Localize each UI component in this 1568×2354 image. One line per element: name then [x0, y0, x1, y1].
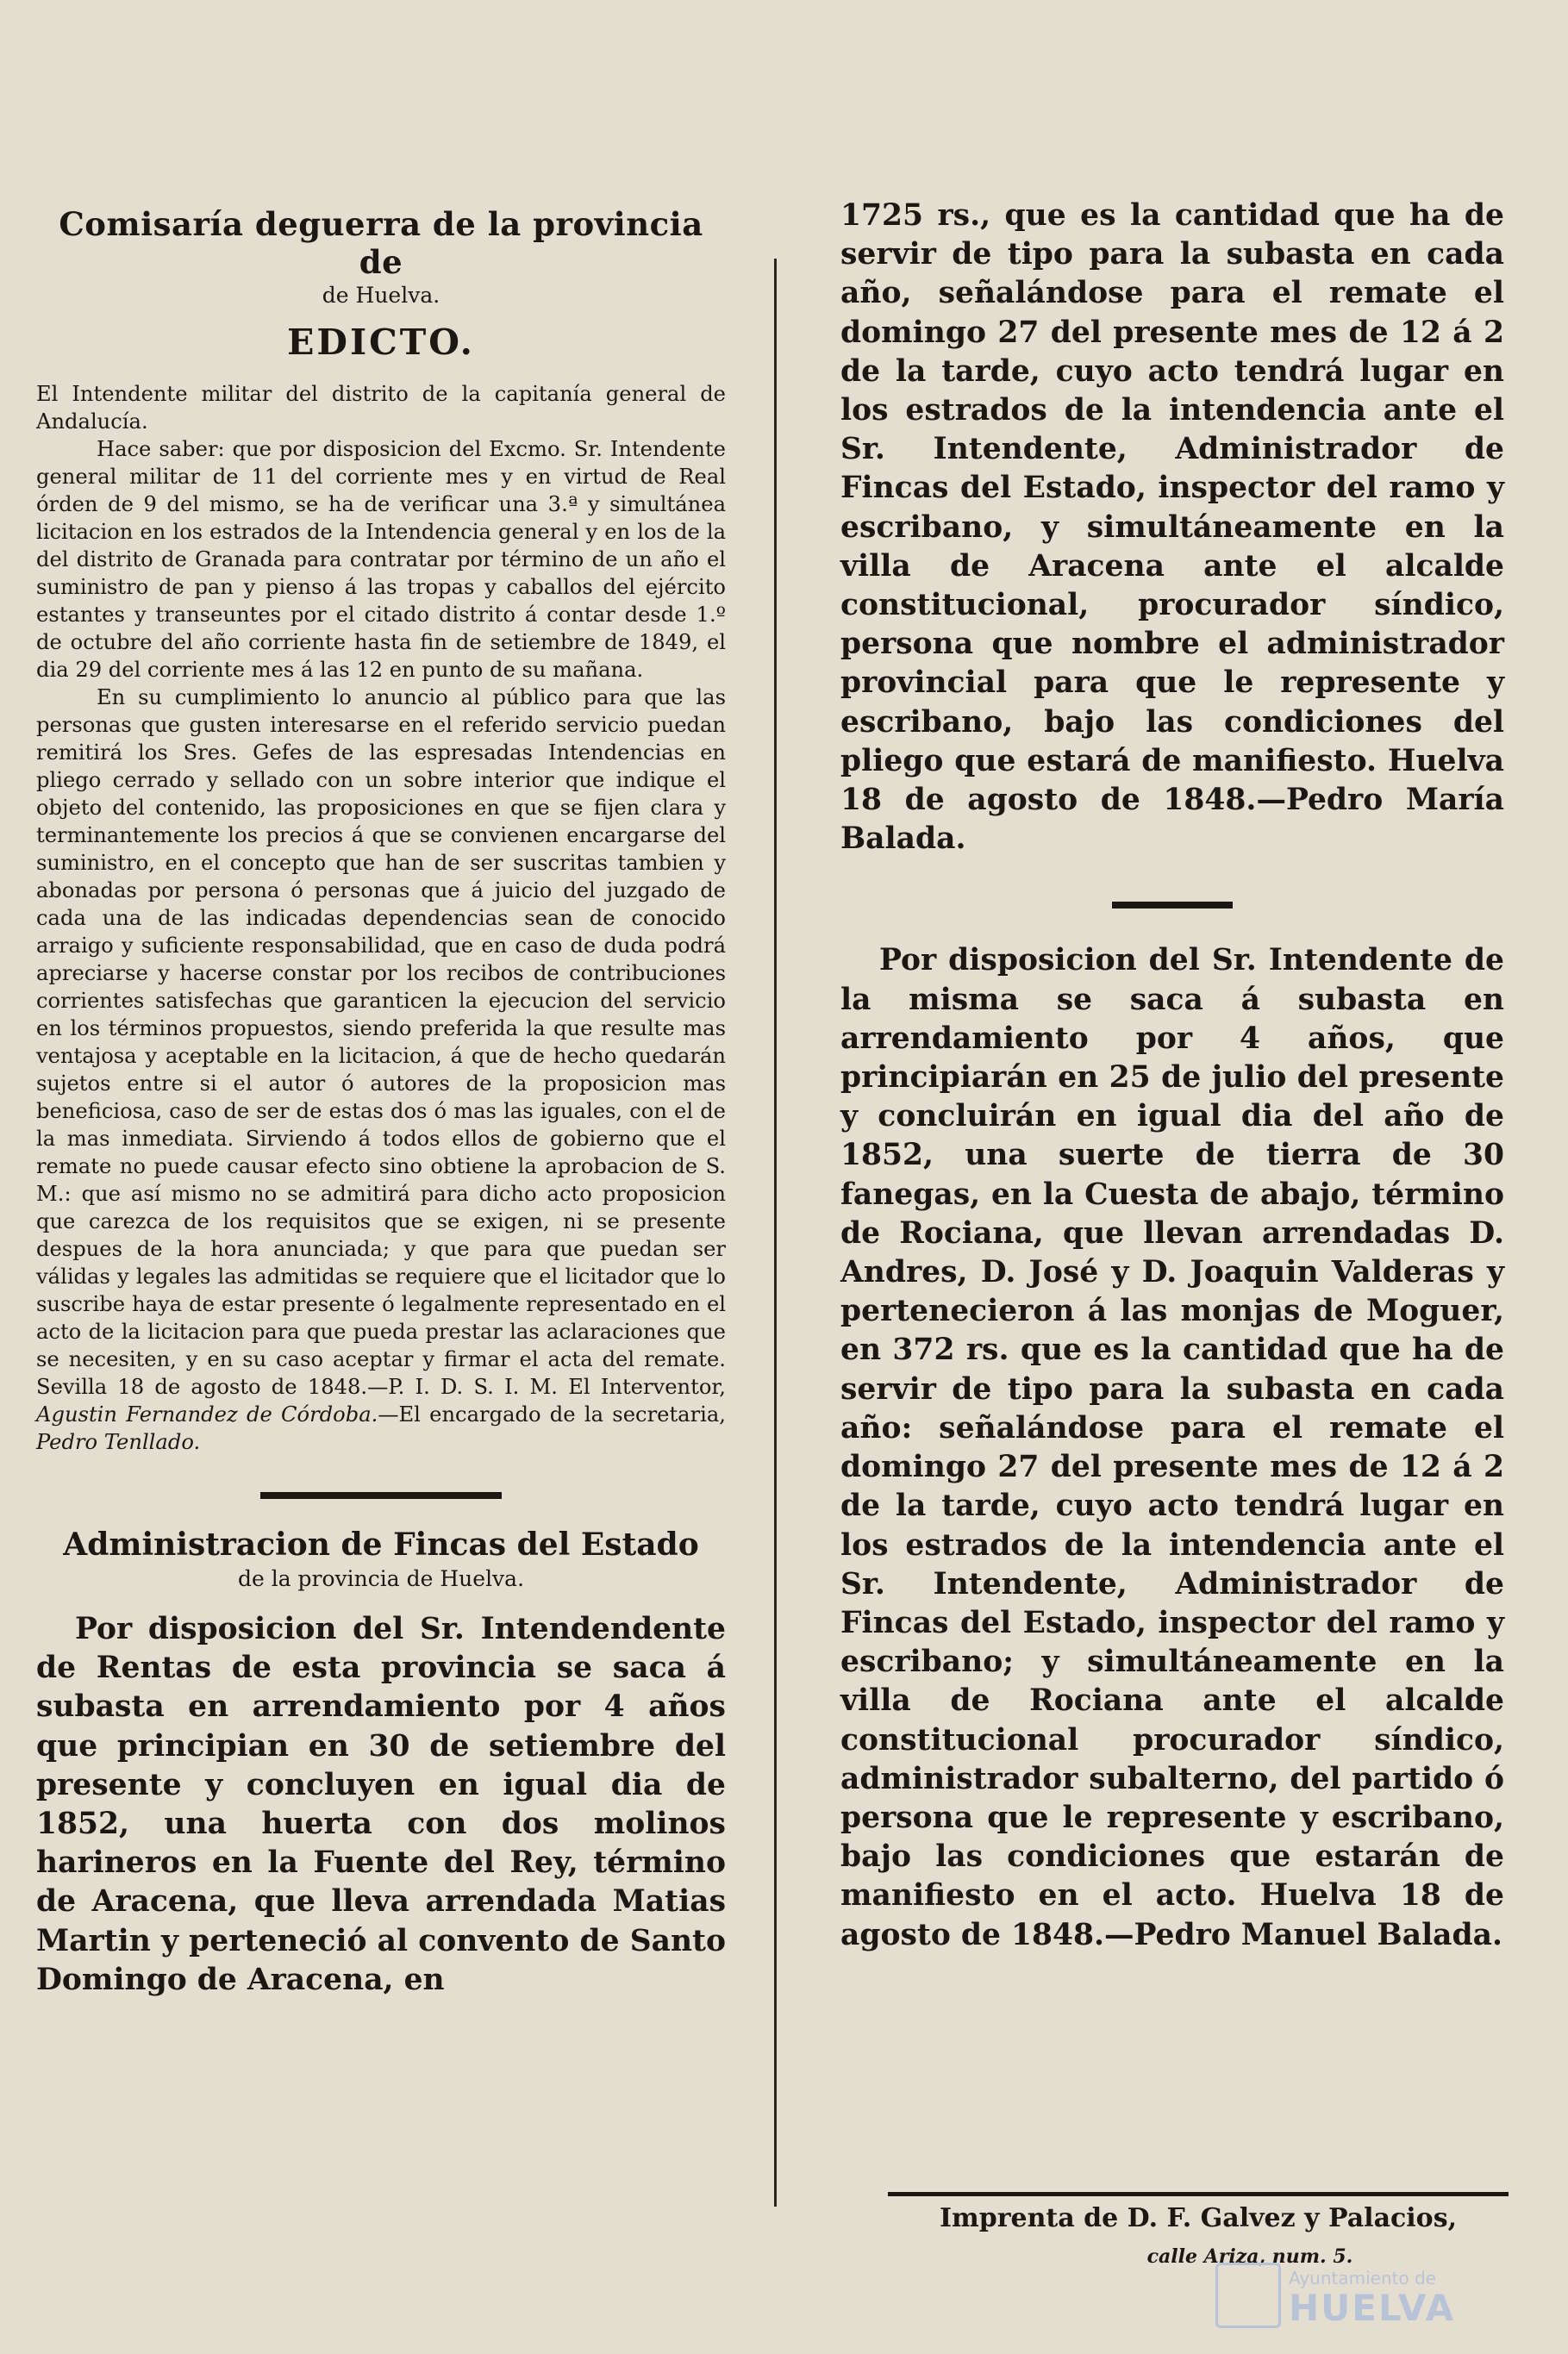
- comisaria-subtitle: de Huelva.: [322, 283, 440, 308]
- watermark: [1215, 2263, 1543, 2332]
- signature-mid: —El encargado de la secretaria,: [378, 1402, 726, 1427]
- imprint-address: calle Ariza, num. 5.: [1146, 2245, 1353, 2268]
- edicto-heading: EDICTO.: [287, 322, 475, 363]
- column-divider: [774, 259, 777, 2207]
- ornamental-divider-right: [1112, 902, 1233, 909]
- huerta-continuation: 1725 rs., que es la cantidad que ha de servir de tipo para la subasta en cada año, señalándose para el remate el domingo 27 del presente mes de 12 á 2 de la tarde, cuyo acto tendrá lugar en los estrados de la intendencia ante el Sr. Intendente, Administrador de Fincas del Estado, inspector del ramo y escribano, y simultáneamente en la villa de Aracena ante el alcalde constitucional, procurador síndico, persona que nombre el administrador provincial para que le represente y escribano, bajo las condiciones del pliego que estará de manifiesto. Huelva 18 de agosto de 1848.—Pedro María Balada.: [840, 198, 1504, 857]
- edicto-body: [36, 380, 726, 1456]
- edicto-paragraph-cumplimiento-text: En su cumplimiento lo anuncio al público para que las personas que gusten interesarse en el referido servicio puedan remitirá los Sres. Gefes de las espresadas Intendencias en pliego cerrado y sellado con un sobre interior que indique el objeto del contenido, las proposiciones en que se fijen clara y terminantemente los precios á que se convienen encargarse del suministro, en el concepto que han de ser suscritas tambien y abonadas por persona ó personas que á juicio del juzgado de cada una de las indicadas dependencias sean de conocido arraigo y suficiente responsabilidad, que en caso de duda podrá apreciarse y hacerse constar por los recibos de contribuciones corrientes satisfechas que garanticen la ejecucion del servicio en los términos propuestos, siendo preferida la que resulte mas ventajosa y aceptable en la licitacion, á que de hecho quedarán sujetos entre si el autor ó autores de la proposicion mas beneficiosa, caso de ser de estas dos ó mas las iguales, con el de la mas inmediata. Sirviendo á todos ellos de gobierno que el remate no puede causar efecto sino obtiene la aprobacion de S. M.: que así mismo no se admitirá para dicho acto proposicion que carezca de los requisitos que se exigen, ni se presente despues de la hora anunciada; y que para que puedan ser válidas y legales las admitidas se requiere que el licitador que lo suscribe haya de estar presente ó legalmente representado en el acto de la licitacion para que pueda prestar las aclaraciones que se necesiten, y en su caso aceptar y firmar el acta del remate. Sevilla 18 de agosto de 1848.—P. I. D. S. I. M. El Interventor,: [36, 685, 726, 1399]
- signature-interventor: Agustin Fernandez de Córdoba.: [36, 1402, 378, 1427]
- ayuntamiento-crest-icon: [1215, 2263, 1281, 2328]
- huerta-paragraph: Por disposicion del Sr. Intendendente de Rentas de esta provincia se saca á subasta en arrendamiento por 4 años que principian en 30 de setiembre del presente y concluyen en igual dia de 1852, una huerta con dos molinos harineros en la Fuente del Rey, término de Aracena, que lleva arrendada Matias Martin y perteneció al convento de Santo Domingo de Aracena, en: [36, 1612, 726, 1997]
- tierra-announcement: [840, 941, 1504, 1954]
- administracion-subtitle: de la provincia de Huelva.: [237, 1566, 525, 1591]
- huerta-continuation-block: [840, 197, 1504, 859]
- watermark-top-text: Ayuntamiento de: [1289, 2268, 1437, 2288]
- left-column: [36, 205, 726, 2000]
- huerta-announcement: [36, 1610, 726, 2000]
- comisaria-title: Comisaría deguerra de la provincia de: [59, 205, 703, 281]
- edicto-paragraph-hace-saber: Hace saber: que por disposicion del Excmo. Sr. Intendente general militar de 11 del corriente mes y en virtud de Real órden de 9 del mismo, se ha de verificar una 3.ª y simultánea licitacion en los estrados de la Intendencia general y en los de la del distrito de Granada para contratar por término de un año el suministro de pan y pienso á las tropas y caballos del ejército estantes y transeuntes por el citado distrito á contar desde 1.º de octubre del año corriente hasta fin de setiembre de 1849, el dia 29 del corriente mes á las 12 en punto de su mañana.: [36, 437, 726, 682]
- right-column: [840, 197, 1504, 1955]
- imprint-rule: [888, 2192, 1509, 2196]
- watermark-main-text: HUELVA: [1289, 2287, 1456, 2329]
- edicto-paragraph-cumplimiento: [36, 684, 726, 1456]
- administracion-title: Administracion de Fincas del Estado: [63, 1527, 699, 1563]
- edicto-paragraph-intendente: El Intendente militar del distrito de la capitanía general de Andalucía.: [36, 382, 726, 434]
- ornamental-divider-left: [260, 1492, 502, 1499]
- imprint-printer: Imprenta de D. F. Galvez y Palacios,: [939, 2203, 1458, 2233]
- signature-secretario: Pedro Tenllado.: [36, 1430, 201, 1454]
- tierra-paragraph: Por disposicion del Sr. Intendente de la misma se saca á subasta en arrendamiento por 4 años, que principiarán en 25 de julio del presente y concluirán en igual dia del año de 1852, una suerte de tierra de 30 fanegas, en la Cuesta de abajo, término de Rociana, que llevan arrendadas D. Andres, D. José y D. Joaquin Valderas y pertenecieron á las monjas de Moguer, en 372 rs. que es la cantidad que ha de servir de tipo para la subasta en cada año: señalándose para el remate el domingo 27 del presente mes de 12 á 2 de la tarde, cuyo acto tendrá lugar en los estrados de la intendencia ante el Sr. Intendente, Administrador de Fincas del Estado, inspector del ramo y escribano; y simultáneamente en la villa de Rociana ante el alcalde constitucional procurador síndico, administrador subalterno, del partido ó persona que le represente y escribano, bajo las condiciones que estarán de manifiesto en el acto. Huelva 18 de agosto de 1848.—Pedro Manuel Balada.: [840, 943, 1504, 1952]
